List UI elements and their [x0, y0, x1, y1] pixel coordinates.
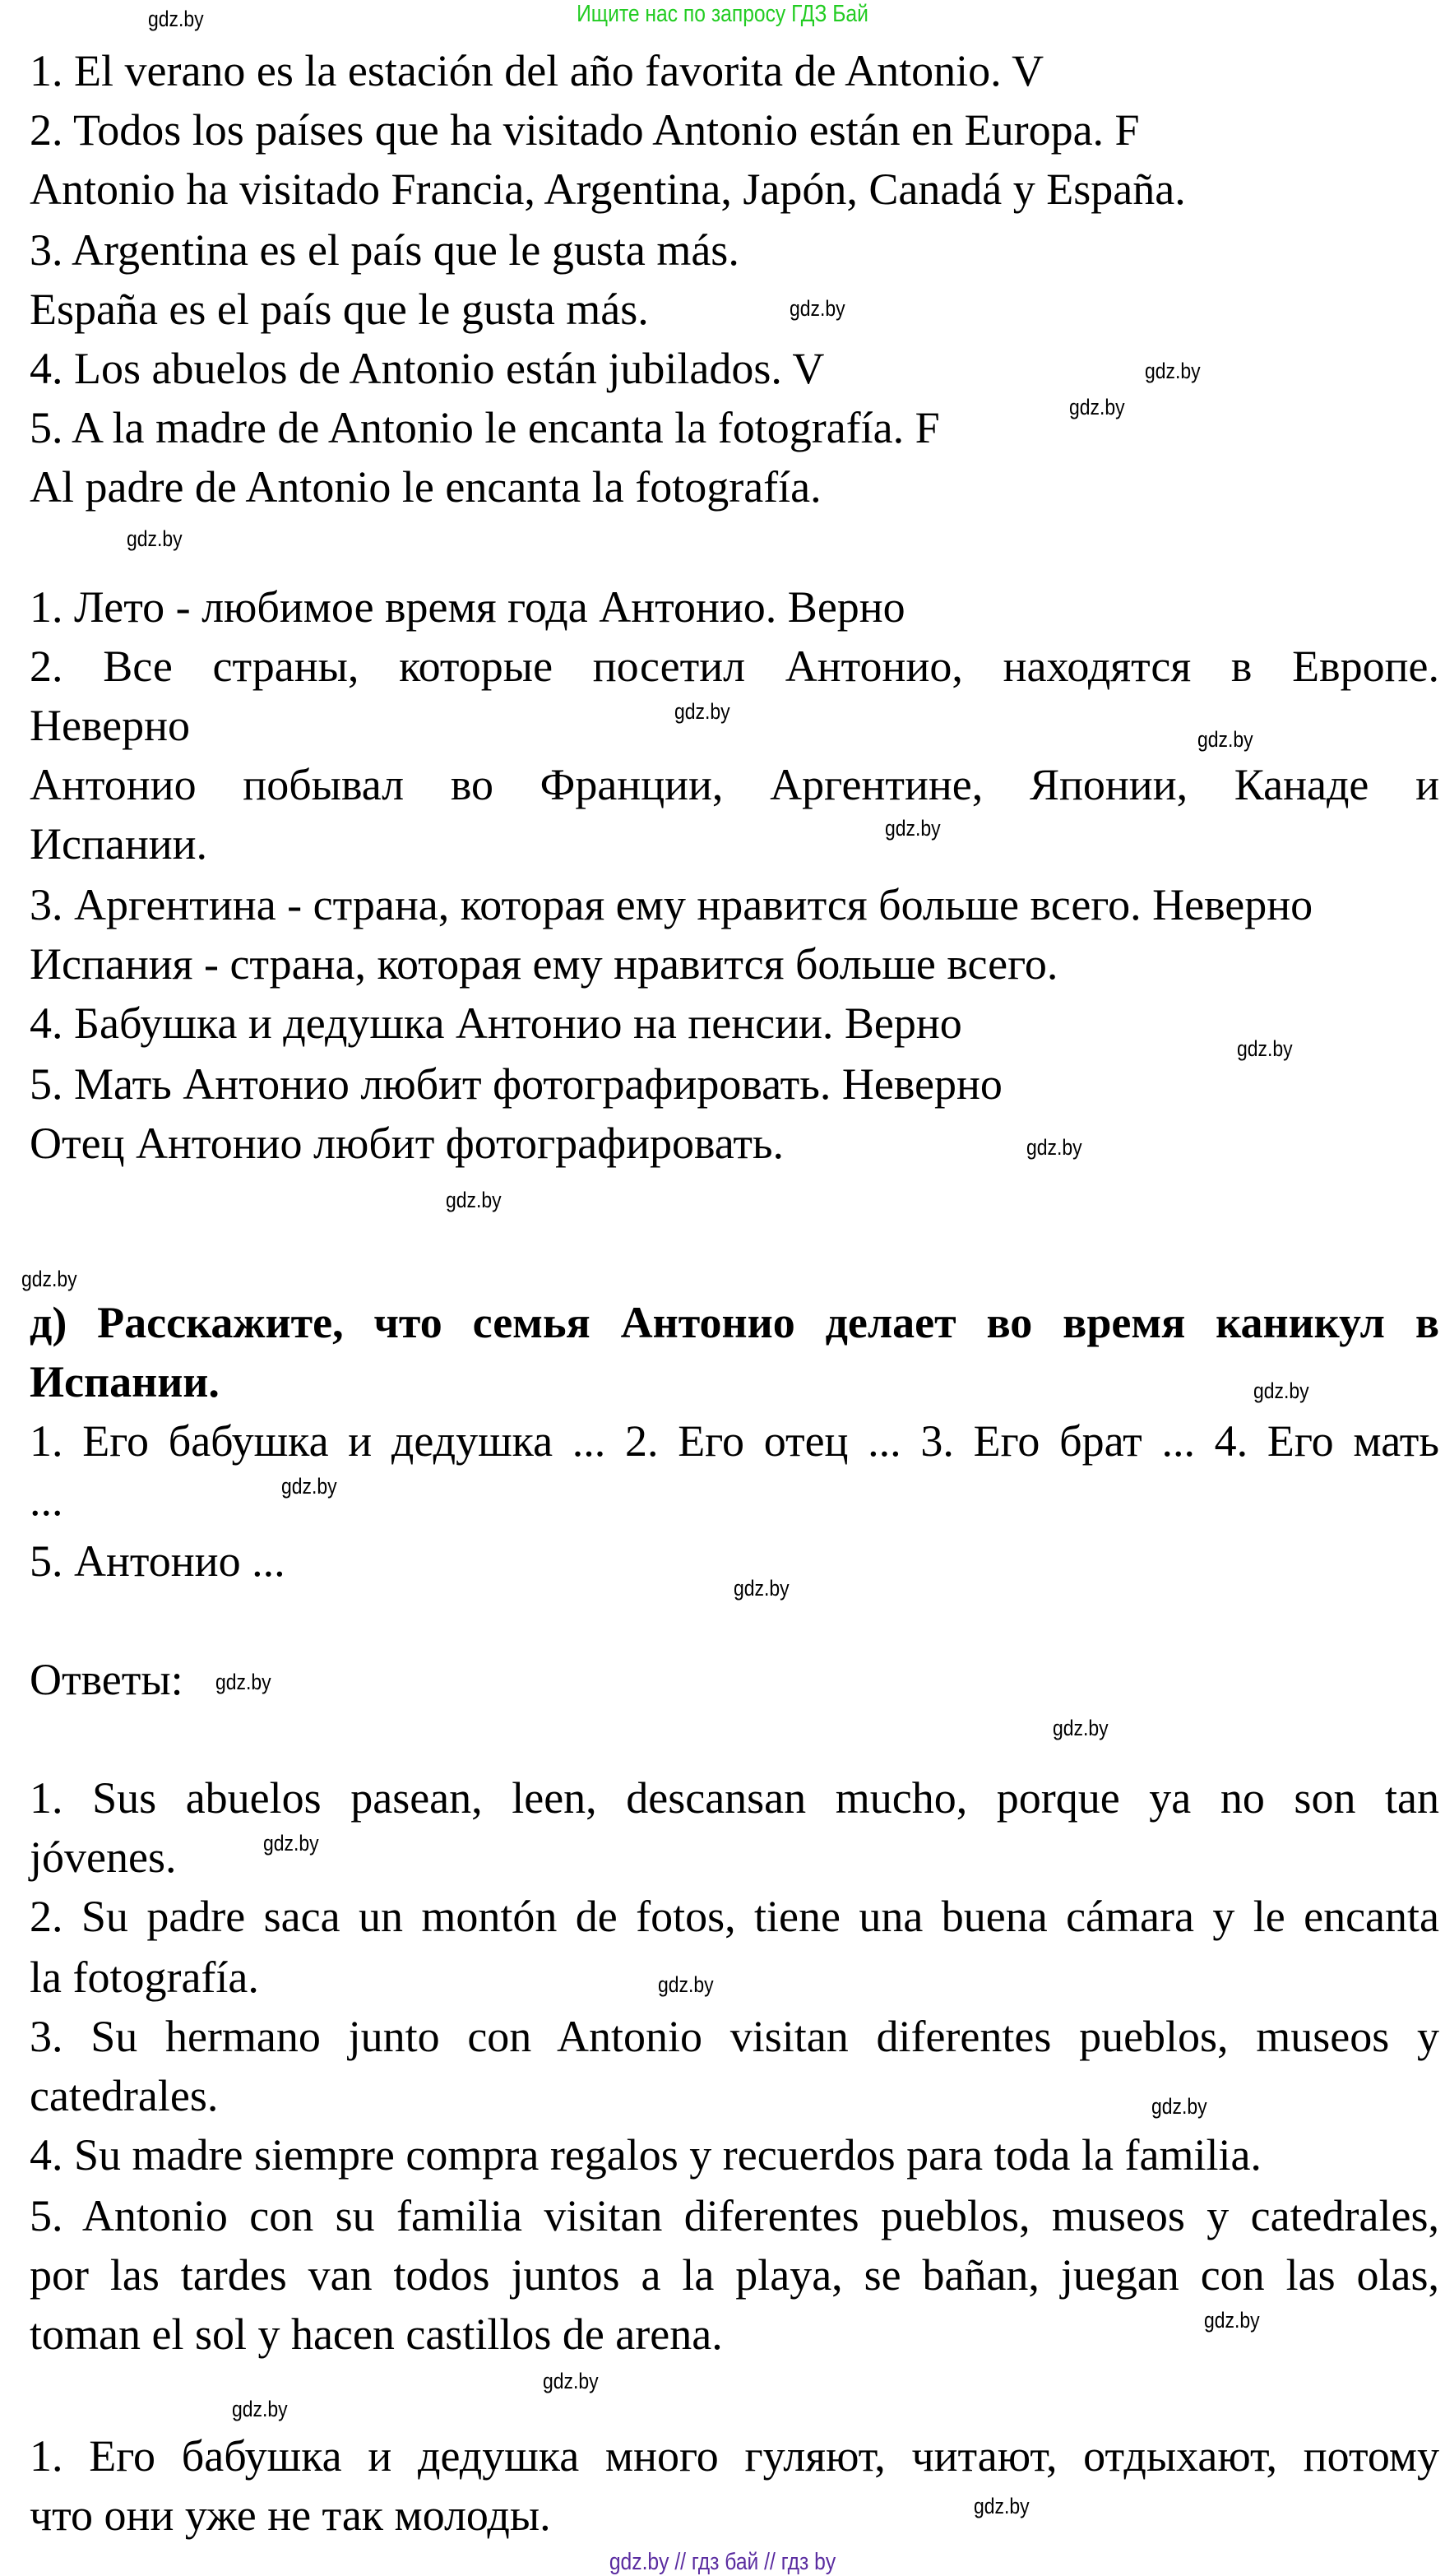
text-line: что они уже не так молоды. — [30, 2490, 551, 2540]
text-line: 2. Su padre saca un montón de fotos, tiene una buena cámara y le encanta — [30, 1892, 1439, 1941]
watermark: gdz.by — [1145, 359, 1201, 383]
text-line: 4. Los abuelos de Antonio están jubilados. V — [30, 344, 825, 393]
watermark: gdz.by — [215, 1670, 271, 1694]
text-line: Отец Антонио любит фотографировать. — [30, 1119, 785, 1168]
watermark: gdz.by — [1237, 1036, 1293, 1061]
watermark: gdz.by — [790, 296, 845, 321]
watermark: gdz.by — [232, 2397, 288, 2421]
text-line: 4. Su madre siempre compra regalos y recuerdos para toda la familia. — [30, 2130, 1262, 2180]
text-line: 3. Argentina es el país que le gusta más. — [30, 225, 739, 275]
text-line: 1. Sus abuelos pasean, leen, descansan mucho, porque ya no son tan — [30, 1773, 1439, 1823]
watermark: gdz.by — [734, 1576, 790, 1601]
watermark: gdz.by — [1151, 2094, 1207, 2119]
text-line: Испания - страна, которая ему нравится больше всего. — [30, 939, 1058, 989]
text-line: 4. Бабушка и дедушка Антонио на пенсии. Верно — [30, 998, 962, 1048]
watermark: gdz.by — [543, 2369, 599, 2393]
watermark: gdz.by — [1204, 2308, 1260, 2333]
text-line: toman el sol y hacen castillos de arena. — [30, 2310, 723, 2359]
watermark: gdz.by — [21, 1267, 77, 1291]
watermark: gdz.by — [127, 526, 183, 551]
text-line: 1. Его бабушка и дедушка много гуляют, читают, отдыхают, потому — [30, 2431, 1439, 2481]
footer-banner[interactable]: gdz.by // гдз бай // гдз by — [609, 2549, 836, 2575]
text-line: 5. A la madre de Antonio le encanta la fotografía. F — [30, 403, 940, 452]
watermark: gdz.by — [281, 1474, 337, 1499]
text-line: España es el país que le gusta más. — [30, 285, 649, 334]
watermark: gdz.by — [674, 699, 730, 724]
text-line: 1. Его бабушка и дедушка ... 2. Его отец ... 3. Его брат ... 4. Его мать — [30, 1416, 1439, 1466]
watermark: gdz.by — [1253, 1378, 1309, 1403]
watermark: gdz.by — [974, 2494, 1030, 2518]
text-line: Ответы: — [30, 1655, 183, 1704]
task-heading-line: Испании. — [30, 1357, 220, 1406]
text-line: 1. Лето - любимое время года Антонио. Верно — [30, 582, 905, 632]
text-line: jóvenes. — [30, 1832, 177, 1882]
watermark: gdz.by — [1069, 395, 1125, 419]
text-line: 2. Todos los países que ha visitado Antonio están en Europa. F — [30, 105, 1140, 155]
text-line: Испании. — [30, 819, 208, 869]
text-line: 2. Все страны, которые посетил Антонио, находятся в Европе. — [30, 642, 1439, 691]
watermark: gdz.by — [658, 1972, 714, 1997]
watermark: gdz.by — [1197, 727, 1253, 752]
watermark: gdz.by — [885, 816, 941, 841]
watermark: gdz.by — [446, 1188, 502, 1212]
text-line: la fotografía. — [30, 1953, 259, 2002]
watermark: gdz.by — [1053, 1716, 1109, 1740]
text-line: Al padre de Antonio le encanta la fotografía. — [30, 462, 822, 512]
text-line: 5. Мать Антонио любит фотографировать. Неверно — [30, 1059, 1003, 1109]
header-banner[interactable]: Ищите нас по запросу ГДЗ Бай — [577, 1, 868, 27]
text-line: por las tardes van todos juntos a la playa, se bañan, juegan con las olas, — [30, 2250, 1439, 2300]
task-heading-line: д) Расскажите, что семья Антонио делает во время каникул в — [30, 1298, 1439, 1347]
text-line: 1. El verano es la estación del año favorita de Antonio. V — [30, 46, 1044, 95]
text-line: 3. Su hermano junto con Antonio visitan diferentes pueblos, museos y — [30, 2012, 1439, 2061]
text-line: 3. Аргентина - страна, которая ему нравится больше всего. Неверно — [30, 880, 1313, 929]
text-line: ... — [30, 1476, 63, 1525]
watermark: gdz.by — [263, 1831, 319, 1856]
text-line: Антонио побывал во Франции, Аргентине, Японии, Канаде и — [30, 760, 1439, 809]
text-line: catedrales. — [30, 2071, 219, 2120]
text-line: Неверно — [30, 701, 191, 750]
watermark: gdz.by — [148, 7, 204, 31]
text-line: Antonio ha visitado Francia, Argentina, Japón, Canadá y España. — [30, 164, 1186, 214]
text-line: 5. Antonio con su familia visitan diferentes pueblos, museos y catedrales, — [30, 2191, 1439, 2240]
text-line: 5. Антонио ... — [30, 1536, 285, 1586]
watermark: gdz.by — [1026, 1135, 1082, 1160]
